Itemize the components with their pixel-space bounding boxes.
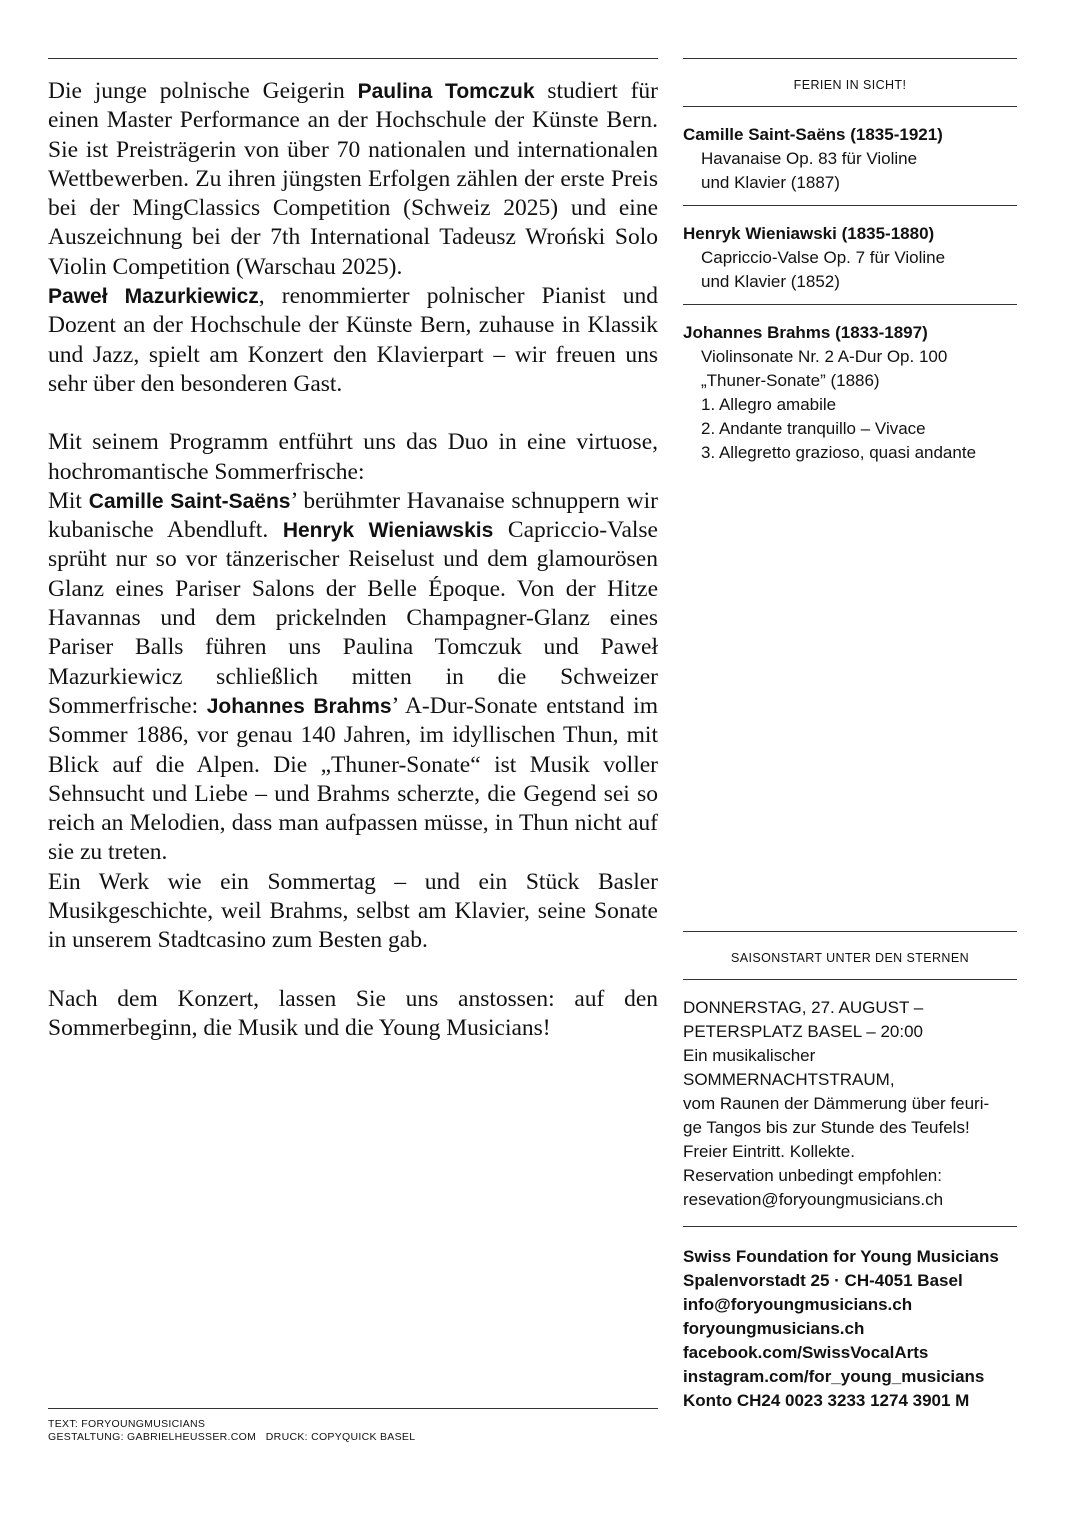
work-detail: Violinsonate Nr. 2 A-Dur Op. 100 bbox=[701, 347, 948, 366]
movement: 2. Andante tranquillo – Vivace bbox=[701, 419, 926, 438]
text-run: Mit seinem Programm entführt uns das Duo in eine virtuose, hochromantische Sommerfrische: bbox=[48, 429, 658, 485]
work-detail: Capriccio-Valse Op. 7 für Violine bbox=[701, 248, 946, 267]
article-paragraph bbox=[48, 487, 658, 868]
composer-name: Camille Saint-Saëns bbox=[88, 489, 291, 513]
program-item bbox=[683, 305, 1017, 475]
article-paragraph bbox=[48, 77, 658, 282]
composer-name: Johannes Brahms bbox=[206, 694, 392, 718]
program-item bbox=[683, 107, 1017, 205]
text-run: Die junge polnische Geigerin bbox=[48, 78, 358, 104]
movement: 3. Allegretto grazioso, quasi andante bbox=[701, 443, 977, 462]
composer-title: Henryk Wieniawski (1835-1880) bbox=[683, 224, 935, 243]
sidebar bbox=[683, 58, 1017, 475]
event-line: SOMMERNACHTSTRAUM, bbox=[683, 1070, 895, 1089]
facebook-link[interactable]: facebook.com/SwissVocalArts bbox=[683, 1343, 929, 1362]
event-line: DONNERSTAG, 27. AUGUST – bbox=[683, 998, 924, 1017]
instagram-link[interactable]: instagram.com/for_young_musicians bbox=[683, 1367, 985, 1386]
organization-name: Swiss Foundation for Young Musicians bbox=[683, 1247, 999, 1266]
text-run: Ein Werk wie ein Sommertag – und ein Stück Basler Musikgeschichte, weil Brahms, selbst am Klavier, seine Sonate in unserem Stadtcasino zum Besten gab. bbox=[48, 868, 658, 954]
program-item bbox=[683, 206, 1017, 304]
work-detail: Havanaise Op. 83 für Violine bbox=[701, 149, 918, 168]
work-detail: und Klavier (1887) bbox=[701, 173, 840, 192]
event-line: PETERSPLATZ BASEL – 20:00 bbox=[683, 1022, 924, 1041]
contact-block bbox=[683, 1227, 1017, 1413]
credits-footer bbox=[48, 1408, 658, 1444]
event-line: ge Tangos bis zur Stunde des Teufels! bbox=[683, 1118, 970, 1137]
text-run: Capriccio-Valse sprüht nur so vor tänzerischer Reiselust und dem glamourösen Glanz eines Pariser Salons der Belle Époque. Von der Hitze Havannas und dem prickelnden Champagner-Glanz eines Pariser Balls führen uns Paulina Tomczuk und Paweł Mazurkiewicz schließlich mitten in die Schweizer Sommerfrische: bbox=[48, 517, 658, 719]
article-paragraph bbox=[48, 282, 658, 399]
work-detail: und Klavier (1852) bbox=[701, 272, 840, 291]
movement: 1. Allegro amabile bbox=[701, 395, 837, 414]
composer-title: Johannes Brahms (1833-1897) bbox=[683, 323, 928, 342]
credits-line: TEXT: FORYOUNGMUSICIANS bbox=[48, 1418, 206, 1430]
event-line: vom Raunen der Dämmerung über feuri- bbox=[683, 1094, 990, 1113]
reservation-email-link[interactable]: resevation@foryoungmusicians.ch bbox=[683, 1190, 944, 1209]
text-run: ’ berühmter Havanaise schnuppern wir kubanische Abendluft. bbox=[48, 487, 658, 544]
text-run: Mit bbox=[48, 487, 89, 514]
article-paragraph bbox=[48, 428, 658, 487]
composer-name: Henryk Wieniawskis bbox=[282, 519, 494, 543]
website-link[interactable]: foryoungmusicians.ch bbox=[683, 1319, 865, 1338]
composer-title: Camille Saint-Saëns (1835-1921) bbox=[683, 125, 943, 144]
address: Spalenvorstadt 25 · CH-4051 Basel bbox=[683, 1271, 963, 1290]
performer-name: Paulina Tomczuk bbox=[357, 80, 535, 103]
text-run: Nach dem Konzert, lassen Sie uns anstossen: auf den Sommerbeginn, die Musik und die Young Musicians! bbox=[48, 985, 658, 1041]
article-paragraph bbox=[48, 985, 658, 1044]
event-line: Freier Eintritt. Kollekte. bbox=[683, 1142, 855, 1161]
season-heading: SAISONSTART UNTER DEN STERNEN bbox=[730, 951, 970, 965]
event-info bbox=[683, 980, 1017, 1226]
email-link[interactable]: info@foryoungmusicians.ch bbox=[683, 1295, 913, 1314]
text-run: ’ A-Dur-Sonate entstand im Sommer 1886, vor genau 140 Jahren, im idyllischen Thun, mit Blick auf die Alpen. Die „Thuner-Sonate“ ist Musik voller Sehnsucht und Liebe – und Brahms scherzte, die Gegend sei so reich an Melodien, dass man aufpassen müsse, in Thun nicht auf sie zu treten. bbox=[48, 692, 658, 866]
article-column bbox=[48, 58, 658, 1043]
program-heading: FERIEN IN SICHT! bbox=[793, 78, 907, 92]
event-line: Reservation unbedingt empfohlen: bbox=[683, 1166, 942, 1185]
performer-name: Paweł Mazurkiewicz bbox=[48, 285, 259, 309]
season-section bbox=[683, 931, 1017, 1413]
text-run: studiert für einen Master Performance an der Hochschule der Künste Bern. Sie ist Preisträgerin von über 70 nationalen und internationalen Wettbewerben. Zu ihren jüngsten Erfolgen zählen der erste Preis bei der MingClassics Competition (Schweiz 2025) und eine Auszeichnung bei der 7th International Tadeusz Wroński Solo Violin Competition (Warschau 2025). bbox=[48, 78, 658, 280]
event-line: Ein musikalischer bbox=[683, 1046, 816, 1065]
bank-account: Konto CH24 0023 3233 1274 3901 M bbox=[683, 1391, 970, 1410]
work-detail: „Thuner-Sonate” (1886) bbox=[701, 371, 880, 390]
credits-line: GESTALTUNG: GABRIELHEUSSER.COM DRUCK: COPYQUICK BASEL bbox=[48, 1431, 416, 1443]
article-paragraph bbox=[48, 868, 658, 956]
text-run: , renommierter polnischer Pianist und Dozent an der Hochschule der Künste Bern, zuhause in Klassik und Jazz, spielt am Konzert den Klavierpart – wir freuen uns sehr über den besonderen Gast. bbox=[48, 283, 658, 397]
